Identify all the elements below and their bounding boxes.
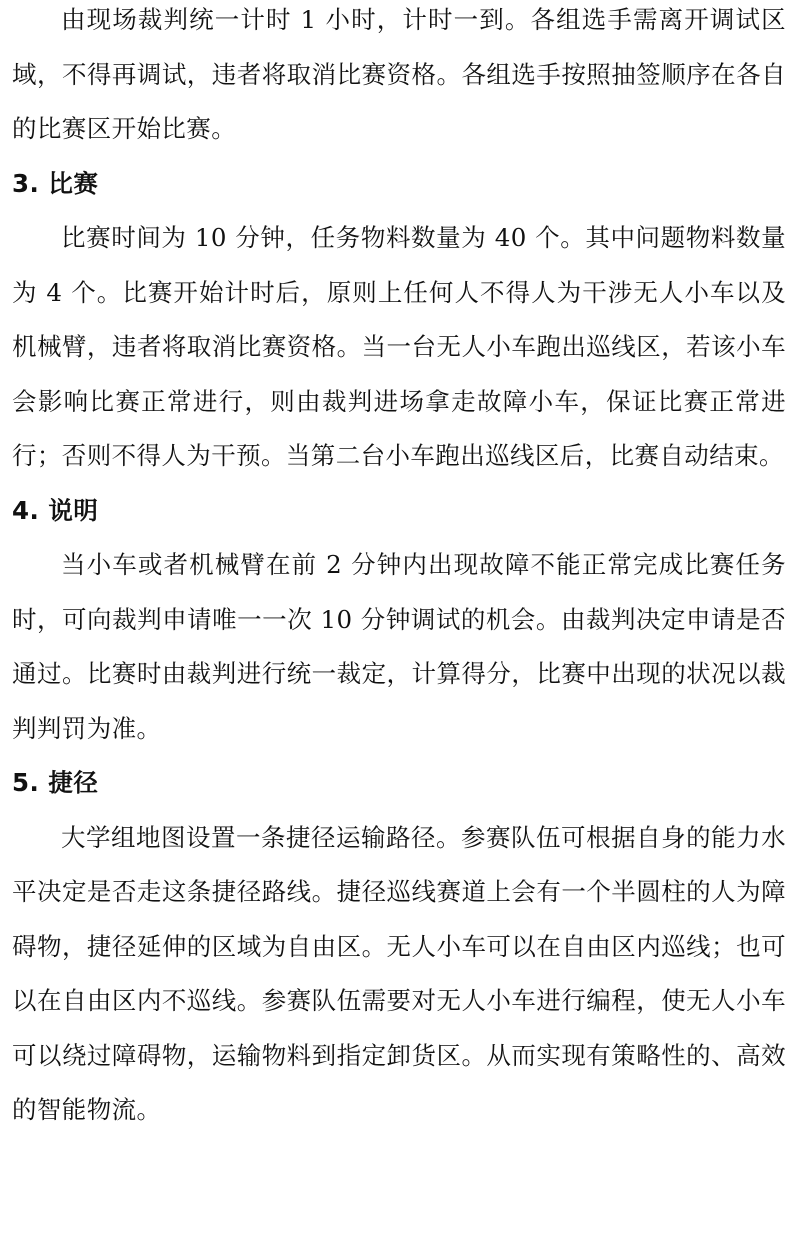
intro-paragraph: 由现场裁判统一计时 1 小时，计时一到。各组选手需离开调试区域，不得再调试，违者将取消比赛资格。各组选手按照抽签顺序在各自的比赛区开始比赛。 [12,5,786,143]
section-heading-competition: 3. 比赛 [12,168,99,198]
competition-paragraph: 比赛时间为 10 分钟，任务物料数量为 40 个。其中问题物料数量为 4 个。比赛开始计时后，原则上任何人不得人为干涉无人小车以及机械臂，违者将取消比赛资格。当一台无人小车跑出巡线区，若该小车会影响比赛正常进行，则由裁判进场拿走故障小车，保证比赛正常进行；否则不得人为干预。当第二台小车跑出巡线区后，比赛自动结束。 [12,223,786,470]
notes-paragraph: 当小车或者机械臂在前 2 分钟内出现故障不能正常完成比赛任务时，可向裁判申请唯一一次 10 分钟调试的机会。由裁判决定申请是否通过。比赛时由裁判进行统一裁定，计算得分，比赛中出现的状况以裁判判罚为准。 [12,550,786,743]
section-heading-shortcut: 5. 捷径 [12,768,99,797]
section-heading-notes: 4. 说明 [12,495,99,525]
shortcut-paragraph: 大学组地图设置一条捷径运输路径。参赛队伍可根据自身的能力水平决定是否走这条捷径路线。捷径巡线赛道上会有一个半圆柱的人为障碍物，捷径延伸的区域为自由区。无人小车可以在自由区内巡线；也可以在自由区内不巡线。参赛队伍需要对无人小车进行编程，使无人小车可以绕过障碍物，运输物料到指定卸货区。从而实现有策略性的、高效的智能物流。 [12,822,786,1124]
